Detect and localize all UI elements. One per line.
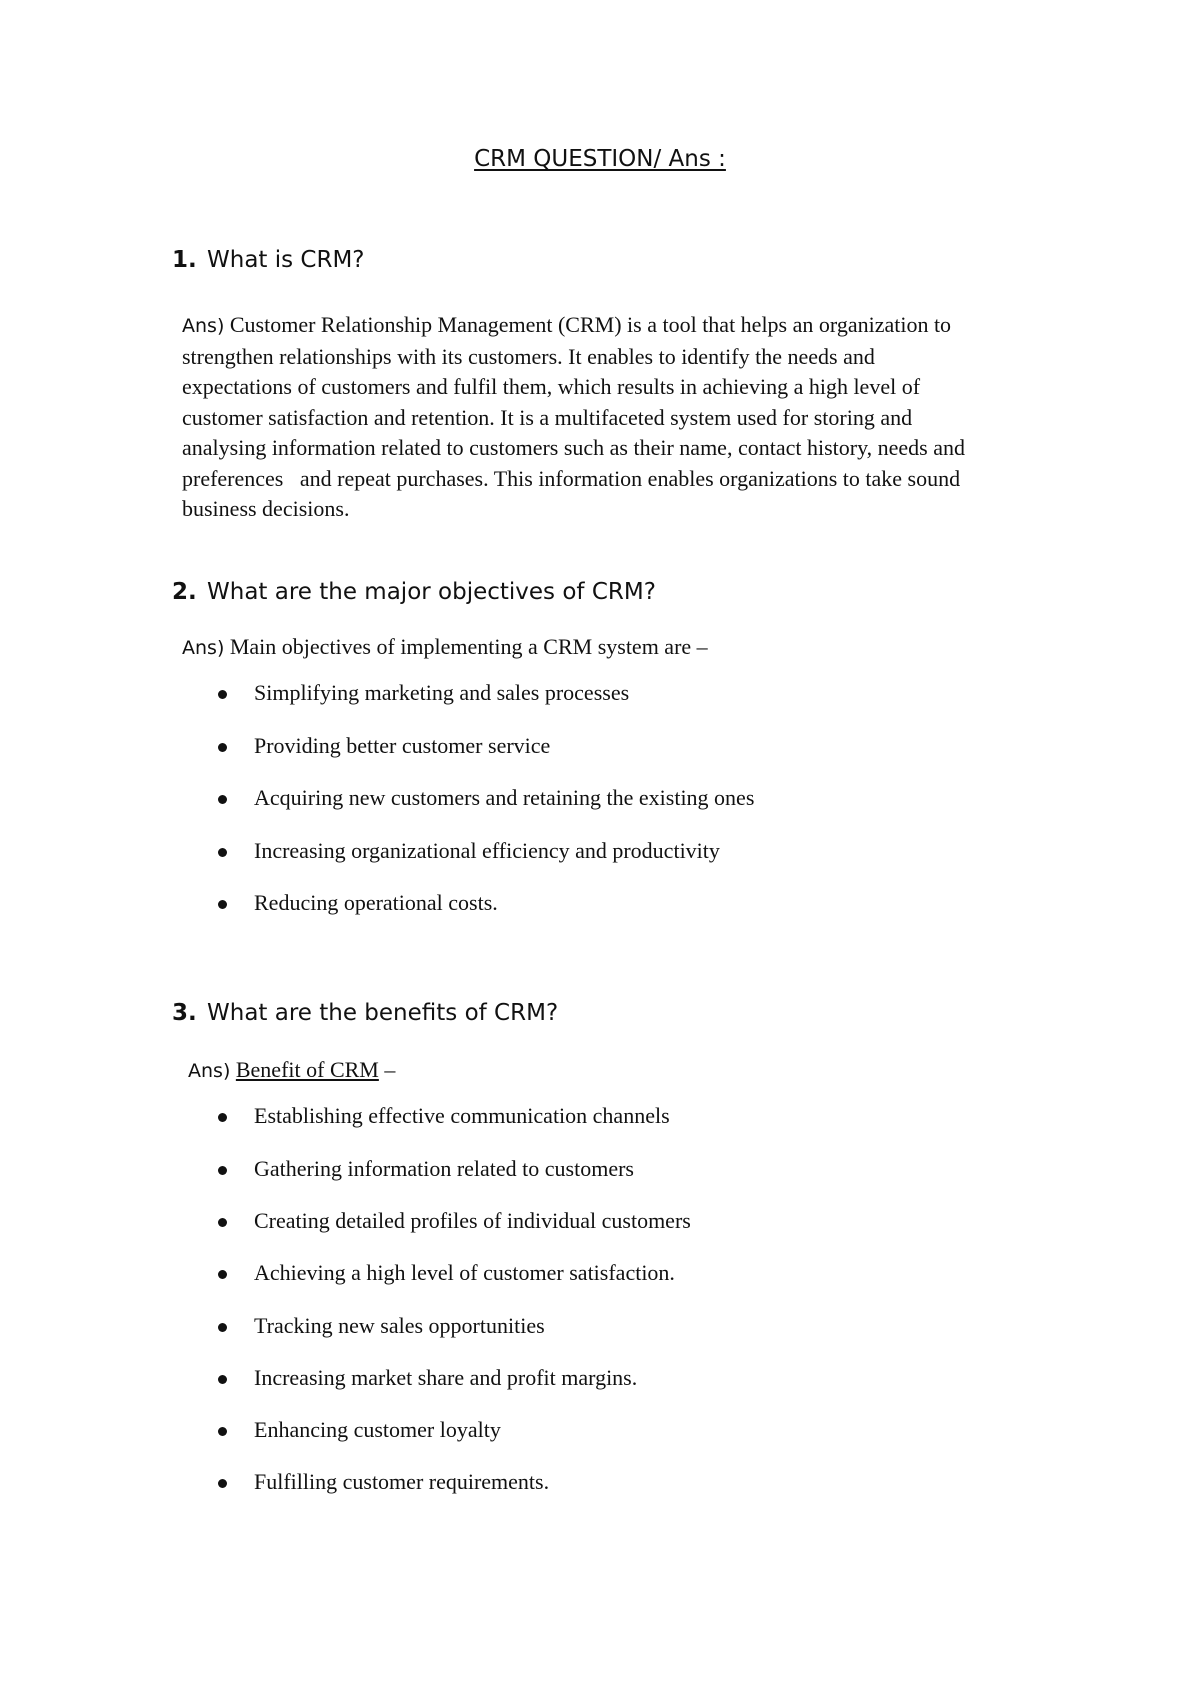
benefit-heading: Benefit of CRM: [235, 1057, 379, 1082]
question-text: What are the major objectives of CRM?: [207, 579, 656, 605]
question-number: 1.: [172, 247, 197, 273]
question-text: What is CRM?: [207, 247, 365, 273]
bullet-icon: [218, 690, 227, 699]
bullet-icon: [218, 848, 227, 857]
question-2-answer-intro: Ans) Main objectives of implementing a CRM system are –: [182, 634, 708, 659]
bullet-icon: [218, 795, 227, 804]
answer-line: Ans) Customer Relationship Management (CRM) is a tool that helps an organization to: [182, 312, 952, 337]
document-page: CRM QUESTION/ Ans : 1. What is CRM? Ans) Customer Relationship Management (CRM) is a tool that helps an organization to strengthen relationships with its customers. It enables to identify the needs and expectations of customers and fulfil them, which results in achieving a high level of customer satisfaction and retention. It is a multifaceted system used for storing and analysing information related to customers such as their name, contact history, needs and preferences and repeat purchases. This information enables organizations to take sound business decisions. 2. What are the major objectives of CRM? Ans) Main objectives of implementing a CRM system are – Simplifying marketing and sales processes Providing better customer service Acquiring new customers and retaining the existing ones Increasing organizational efficiency and productivity Reducing operational costs. 3. What are the benefits of CRM? Ans) Benefit of CRM – Establishing effective communication channels Gathering information related to customers Creating detailed profiles of individual customers Achieving a high level of customer satisfaction. Tracking new sales opportunities Increasing market share and profit margins. Enhancing customer loyalty Fulfilling customer requirements.: [0, 0, 1200, 1698]
bullet-icon: [218, 1375, 227, 1384]
question-number: 3.: [172, 1000, 197, 1026]
bullet-icon: [218, 743, 227, 752]
document-title: CRM QUESTION/ Ans :: [474, 146, 726, 172]
answer-line: analysing information related to customers such as their name, contact history, needs and: [182, 435, 966, 460]
bullet-icon: [218, 1218, 227, 1227]
bullet-icon: [218, 1479, 227, 1488]
bullet-icon: [218, 1166, 227, 1175]
answer-line: business decisions.: [182, 496, 350, 521]
question-3-answer-intro: Ans) Benefit of CRM –: [188, 1057, 396, 1082]
bullet-icon: [218, 1270, 227, 1279]
answer-line: customer satisfaction and retention. It is a multifaceted system used for storing and: [182, 404, 913, 430]
bullet-icon: [218, 1113, 227, 1122]
answer-label: Ans): [188, 1060, 231, 1082]
answer-label: Ans): [182, 637, 225, 659]
question-text: What are the benefits of CRM?: [207, 1000, 559, 1026]
answer-line: preferences and repeat purchases. This information enables organizations to take sound: [182, 465, 961, 491]
answer-line: strengthen relationships with its customers. It enables to identify the needs and: [182, 343, 875, 369]
bullet-icon: [218, 1323, 227, 1332]
question-number: 2.: [172, 579, 197, 605]
bullet-icon: [218, 1427, 227, 1436]
question-2-heading: [172, 579, 656, 605]
question-1-heading: [172, 247, 365, 273]
question-1-answer: [182, 310, 1062, 525]
question-3-heading: [172, 1000, 558, 1026]
answer-line: expectations of customers and fulfil them, which results in achieving a high level of: [182, 374, 921, 399]
answer-label: Ans): [182, 315, 225, 337]
bullet-icon: [218, 900, 227, 909]
